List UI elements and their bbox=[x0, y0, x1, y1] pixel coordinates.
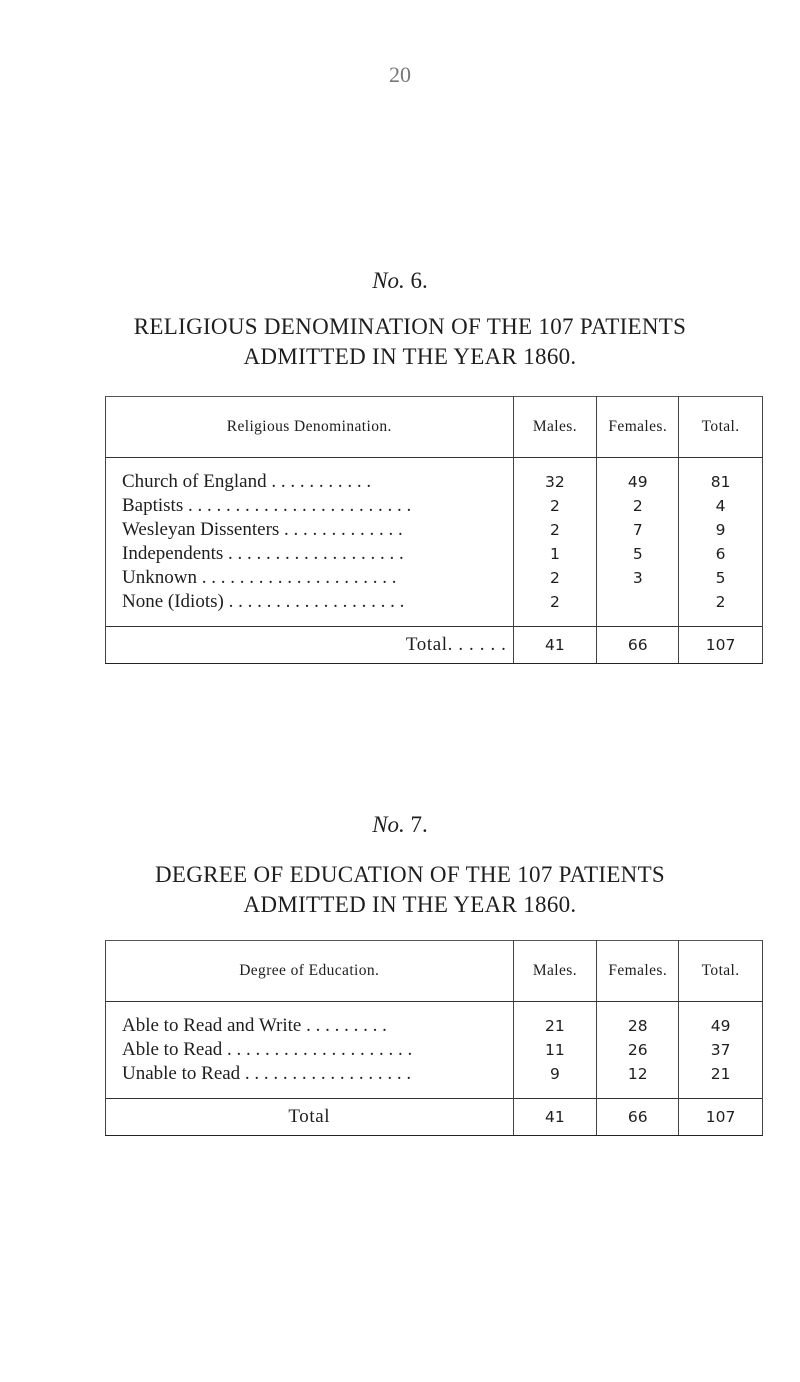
table7-title bbox=[60, 860, 760, 920]
table-header-row bbox=[106, 941, 763, 1002]
table-header-row bbox=[106, 397, 763, 458]
row-males: 2 bbox=[513, 518, 597, 542]
table6-title-line1: RELIGIOUS DENOMINATION OF THE 107 PATIENTS bbox=[133, 314, 687, 339]
row-total: 49 bbox=[679, 1014, 763, 1038]
table-row bbox=[106, 590, 763, 614]
table-row bbox=[106, 494, 763, 518]
total-total: 107 bbox=[679, 627, 763, 664]
total-label: Total. . . . . . bbox=[106, 627, 514, 664]
table-row bbox=[106, 1062, 763, 1086]
row-label: Independents . . . . . . . . . . . . . . . . . . . bbox=[106, 542, 514, 566]
row-total: 37 bbox=[679, 1038, 763, 1062]
row-total: 81 bbox=[679, 470, 763, 494]
row-label: None (Idiots) . . . . . . . . . . . . . . . . . . . bbox=[106, 590, 514, 614]
row-females: 7 bbox=[597, 518, 679, 542]
row-females: 5 bbox=[597, 542, 679, 566]
row-label: Church of England . . . . . . . . . . . bbox=[106, 470, 514, 494]
row-label: Baptists . . . . . . . . . . . . . . . . . . . . . . . . bbox=[106, 494, 514, 518]
row-total: 2 bbox=[679, 590, 763, 614]
row-males: 21 bbox=[513, 1014, 597, 1038]
row-label: Unable to Read . . . . . . . . . . . . . . . . . . bbox=[106, 1062, 514, 1086]
table-row bbox=[106, 1014, 763, 1038]
religious-denomination-table bbox=[105, 396, 763, 664]
total-total: 107 bbox=[679, 1099, 763, 1136]
header-females: Females. bbox=[597, 397, 679, 458]
education-degree-table bbox=[105, 940, 763, 1136]
table6-number-value: 6. bbox=[410, 268, 428, 293]
table6-number bbox=[0, 268, 800, 294]
total-females: 66 bbox=[597, 627, 679, 664]
row-females: 2 bbox=[597, 494, 679, 518]
row-total: 6 bbox=[679, 542, 763, 566]
table-row bbox=[106, 566, 763, 590]
table7-number-prefix: No. bbox=[372, 812, 405, 837]
row-label: Wesleyan Dissenters . . . . . . . . . . . . . bbox=[106, 518, 514, 542]
table6-title-line2: ADMITTED IN THE YEAR 1860. bbox=[243, 344, 577, 369]
table-row bbox=[106, 518, 763, 542]
row-females: 49 bbox=[597, 470, 679, 494]
table-row bbox=[106, 1038, 763, 1062]
row-total: 5 bbox=[679, 566, 763, 590]
table7-title-line1: DEGREE OF EDUCATION OF THE 107 PATIENTS bbox=[154, 862, 666, 887]
total-row bbox=[106, 1099, 763, 1136]
row-label: Able to Read and Write . . . . . . . . . bbox=[106, 1014, 514, 1038]
row-total: 4 bbox=[679, 494, 763, 518]
row-label: Able to Read . . . . . . . . . . . . . . . . . . . . bbox=[106, 1038, 514, 1062]
table7-number-value: 7. bbox=[410, 812, 428, 837]
row-males: 2 bbox=[513, 590, 597, 614]
row-males: 32 bbox=[513, 470, 597, 494]
row-males: 2 bbox=[513, 566, 597, 590]
row-total: 21 bbox=[679, 1062, 763, 1086]
row-label: Unknown . . . . . . . . . . . . . . . . . . . . . bbox=[106, 566, 514, 590]
table7-title-line2: ADMITTED IN THE YEAR 1860. bbox=[243, 892, 577, 917]
row-females bbox=[597, 590, 679, 614]
table-row bbox=[106, 470, 763, 494]
row-females: 12 bbox=[597, 1062, 679, 1086]
header-denomination: Religious Denomination. bbox=[106, 397, 514, 458]
row-males: 1 bbox=[513, 542, 597, 566]
row-females: 26 bbox=[597, 1038, 679, 1062]
total-label: Total bbox=[106, 1099, 514, 1136]
header-females: Females. bbox=[597, 941, 679, 1002]
total-females: 66 bbox=[597, 1099, 679, 1136]
header-total: Total. bbox=[679, 941, 763, 1002]
page-number: 20 bbox=[389, 62, 411, 87]
row-females: 28 bbox=[597, 1014, 679, 1038]
row-females: 3 bbox=[597, 566, 679, 590]
table6-number-prefix: No. bbox=[372, 268, 405, 293]
header-total: Total. bbox=[679, 397, 763, 458]
row-total: 9 bbox=[679, 518, 763, 542]
header-males: Males. bbox=[513, 397, 597, 458]
table7-number bbox=[0, 812, 800, 838]
total-males: 41 bbox=[513, 1099, 597, 1136]
row-males: 9 bbox=[513, 1062, 597, 1086]
row-males: 11 bbox=[513, 1038, 597, 1062]
table-row bbox=[106, 542, 763, 566]
row-males: 2 bbox=[513, 494, 597, 518]
header-males: Males. bbox=[513, 941, 597, 1002]
total-row bbox=[106, 627, 763, 664]
table6-title bbox=[60, 312, 760, 372]
header-degree: Degree of Education. bbox=[106, 941, 514, 1002]
total-males: 41 bbox=[513, 627, 597, 664]
